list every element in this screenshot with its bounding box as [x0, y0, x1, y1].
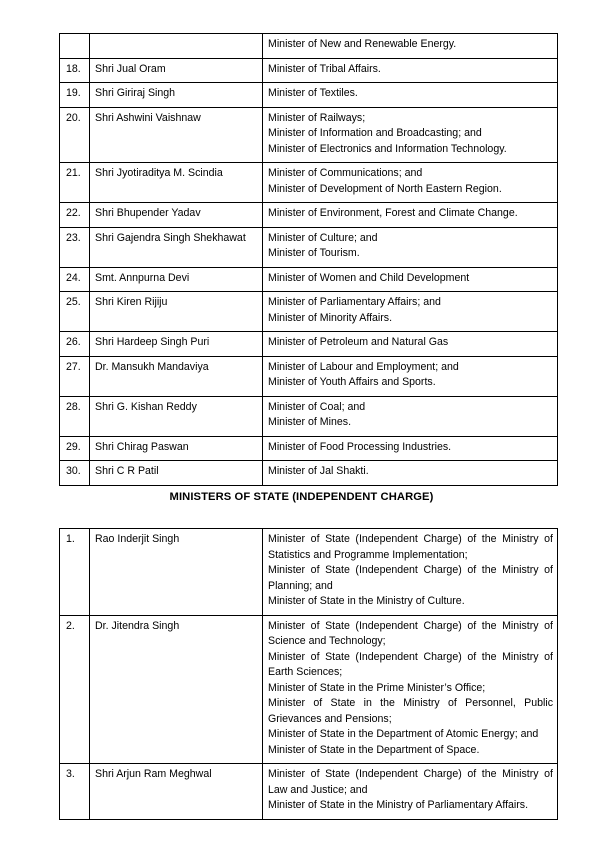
minister-name: Shri Giriraj Singh: [90, 83, 263, 108]
minister-name: Shri Jyotiraditya M. Scindia: [90, 163, 263, 203]
row-number: 19.: [60, 83, 90, 108]
portfolio-line: Minister of Minority Affairs.: [268, 311, 393, 324]
portfolio-line: Minister of State in the Ministry of Parliamentary Affairs.: [268, 799, 529, 811]
minister-name: Shri Arjun Ram Meghwal: [90, 764, 263, 820]
portfolio-line: Minister of Women and Child Development: [268, 271, 470, 284]
portfolio-cell: [263, 34, 558, 59]
portfolio-cell: [263, 615, 558, 764]
cabinet-ministers-table-body: [60, 34, 558, 486]
portfolio-line: Minister of Tourism.: [268, 247, 360, 259]
row-number: 20.: [60, 107, 90, 163]
row-number: 18.: [60, 58, 90, 83]
portfolio-line: Minister of Environment, Forest and Climate Change.: [268, 207, 518, 219]
minister-name: Shri Hardeep Singh Puri: [90, 332, 263, 357]
minister-name: Dr. Jitendra Singh: [90, 615, 263, 764]
portfolio-cell: [263, 58, 558, 83]
table-row: [60, 227, 558, 267]
portfolio-cell: [263, 267, 558, 292]
table-row: [60, 529, 558, 616]
portfolio-line: Minister of Mines.: [268, 416, 352, 428]
portfolio-cell: [263, 332, 558, 357]
table-row: [60, 267, 558, 292]
minister-name: Shri Gajendra Singh Shekhawat: [90, 227, 263, 267]
row-number: 24.: [60, 267, 90, 292]
row-number: [60, 34, 90, 59]
table-row: [60, 615, 558, 764]
table-row: [60, 163, 558, 203]
minister-name: Smt. Annpurna Devi: [90, 267, 263, 292]
row-number: 25.: [60, 292, 90, 332]
portfolio-line: Minister of State in the Department of Space.: [268, 743, 480, 756]
table-row: [60, 203, 558, 228]
minister-name: Shri G. Kishan Reddy: [90, 396, 263, 436]
row-number: 3.: [60, 764, 90, 820]
portfolio-line: Minister of State (Independent Charge) of the Ministry of Law and Justice; and: [268, 768, 553, 796]
portfolio-line: Minister of Textiles.: [268, 87, 358, 99]
table-row: [60, 436, 558, 461]
table-row: [60, 396, 558, 436]
table-row: [60, 34, 558, 59]
portfolio-line: Minister of State (Independent Charge) of the Ministry of Statistics and Programme Implementation;: [268, 533, 553, 561]
minister-name: Dr. Mansukh Mandaviya: [90, 356, 263, 396]
portfolio-cell: [263, 356, 558, 396]
portfolio-line: Minister of Youth Affairs and Sports.: [268, 376, 436, 388]
portfolio-line: Minister of Coal; and: [268, 400, 366, 413]
portfolio-cell: [263, 107, 558, 163]
table-row: [60, 764, 558, 820]
portfolio-cell: [263, 227, 558, 267]
row-number: 27.: [60, 356, 90, 396]
portfolio-line: Minister of State (Independent Charge) of the Ministry of Earth Sciences;: [268, 650, 553, 678]
minister-name: Rao Inderjit Singh: [90, 529, 263, 616]
row-number: 28.: [60, 396, 90, 436]
table-row: [60, 356, 558, 396]
row-number: 30.: [60, 461, 90, 486]
table-row: [60, 461, 558, 486]
portfolio-line: Minister of Railways;: [268, 111, 366, 124]
cabinet-ministers-table: [59, 33, 558, 486]
portfolio-line: Minister of State (Independent Charge) of the Ministry of Science and Technology;: [268, 619, 553, 647]
portfolio-cell: [263, 292, 558, 332]
table-row: [60, 58, 558, 83]
table-row: [60, 292, 558, 332]
portfolio-line: Minister of Petroleum and Natural Gas: [268, 336, 449, 348]
portfolio-cell: [263, 83, 558, 108]
portfolio-line: Minister of New and Renewable Energy.: [268, 38, 457, 50]
portfolio-line: Minister of Culture; and: [268, 231, 378, 244]
minister-name: Shri Bhupender Yadav: [90, 203, 263, 228]
minister-name: Shri C R Patil: [90, 461, 263, 486]
row-number: 23.: [60, 227, 90, 267]
portfolio-line: Minister of Labour and Employment; and: [268, 360, 459, 373]
portfolio-line: Minister of Jal Shakti.: [268, 465, 369, 477]
portfolio-cell: [263, 436, 558, 461]
portfolio-cell: [263, 203, 558, 228]
portfolio-line: Minister of Development of North Eastern Region.: [268, 182, 502, 195]
portfolio-cell: [263, 396, 558, 436]
table-row: [60, 107, 558, 163]
row-number: 2.: [60, 615, 90, 764]
portfolio-line: Minister of State in the Ministry of Personnel, Public Grievances and Pensions;: [268, 697, 553, 725]
table-row: [60, 332, 558, 357]
portfolio-cell: [263, 529, 558, 616]
portfolio-line: Minister of State (Independent Charge) of the Ministry of Planning; and: [268, 564, 553, 592]
portfolio-line: Minister of State in the Prime Minister’s Office;: [268, 681, 486, 694]
minister-name: [90, 34, 263, 59]
portfolio-cell: [263, 461, 558, 486]
minister-name: Shri Jual Oram: [90, 58, 263, 83]
portfolio-line: Minister of State in the Ministry of Culture.: [268, 595, 465, 607]
row-number: 22.: [60, 203, 90, 228]
minister-name: Shri Chirag Paswan: [90, 436, 263, 461]
row-number: 21.: [60, 163, 90, 203]
portfolio-line: Minister of Parliamentary Affairs; and: [268, 296, 441, 308]
minister-name: Shri Kiren Rijiju: [90, 292, 263, 332]
row-number: 1.: [60, 529, 90, 616]
ministers-of-state-table-body: [60, 529, 558, 820]
table-row: [60, 83, 558, 108]
portfolio-cell: [263, 764, 558, 820]
portfolio-line: Minister of Communications; and: [268, 167, 423, 179]
portfolio-line: Minister of Food Processing Industries.: [268, 440, 452, 453]
portfolio-line: Minister of Information and Broadcasting; and: [268, 127, 482, 139]
portfolio-line: Minister of Electronics and Information Technology.: [268, 142, 507, 155]
portfolio-line: Minister of State in the Department of Atomic Energy; and: [268, 728, 539, 740]
row-number: 26.: [60, 332, 90, 357]
portfolio-cell: [263, 163, 558, 203]
ministers-of-state-table: [59, 528, 558, 820]
minister-name: Shri Ashwini Vaishnaw: [90, 107, 263, 163]
portfolio-line: Minister of Tribal Affairs.: [268, 62, 381, 75]
section-heading: MINISTERS OF STATE (INDEPENDENT CHARGE): [169, 491, 434, 503]
row-number: 29.: [60, 436, 90, 461]
